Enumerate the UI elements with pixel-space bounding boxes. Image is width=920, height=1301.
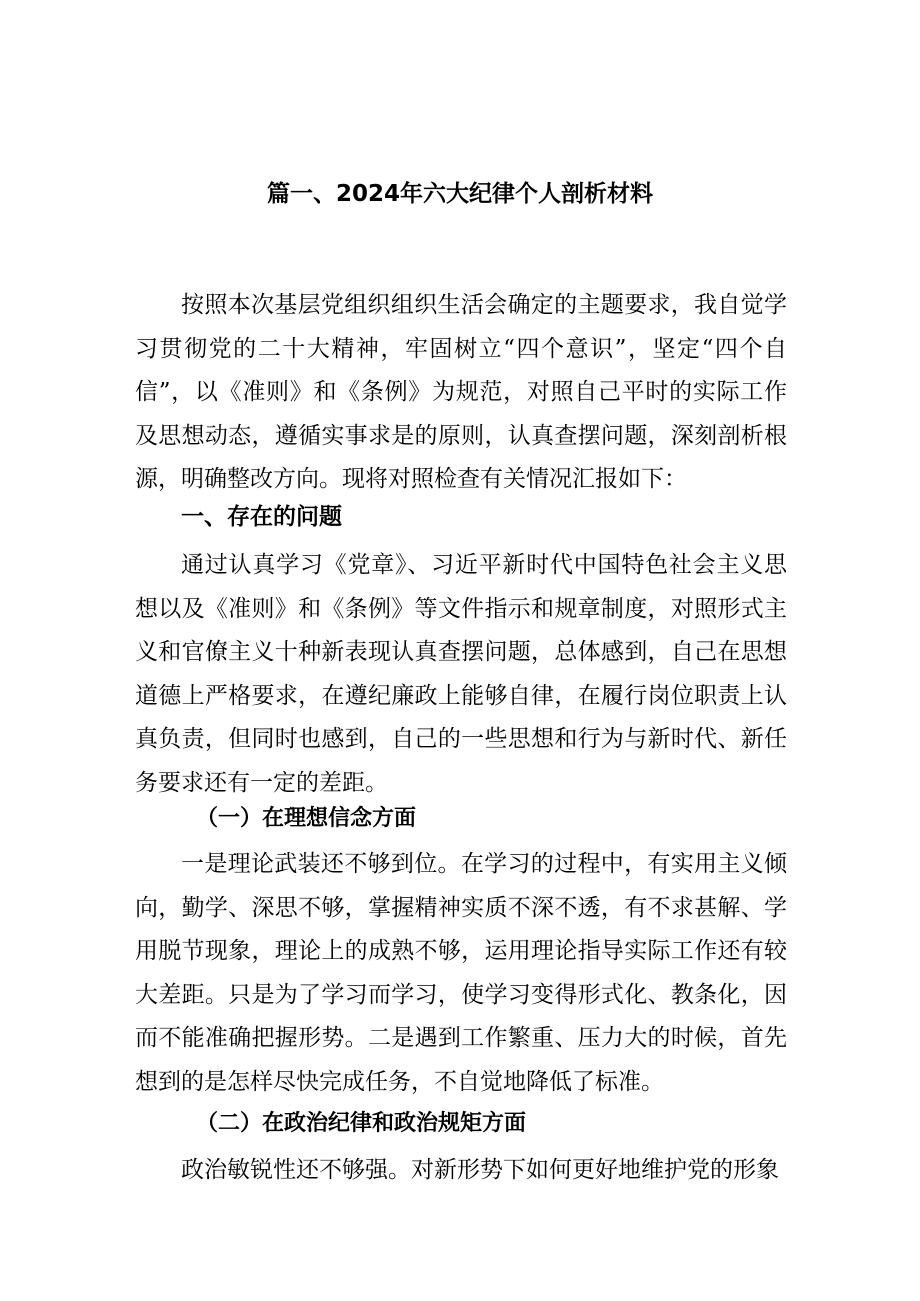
section-heading-problems: 一、存在的问题 — [181, 504, 342, 530]
subsection-paragraph-ideals: 一是理论武装还不够到位。在学习的过程中，有实用主义倾向，勤学、深思不够，掌握精神实质不深不透，有不求甚解、学用脱节现象，理论上的成熟不够，运用理论指导实际工作还有较大差距。只是为了学习而学习，使学习变得形式化、教条化，因而不能准确把握形势。二是遇到工作繁重、压力大的时候，首先想到的是怎样尽快完成任务，不自觉地降低了标准。 — [135, 851, 787, 1095]
subsection-heading-political-discipline: （二）在政治纪律和政治规矩方面 — [196, 1110, 527, 1136]
subsection-heading-ideals: （一）在理想信念方面 — [196, 805, 417, 831]
section-paragraph: 通过认真学习《党章》、习近平新时代中国特色社会主义思想以及《准则》和《条例》等文件指示和规章制度，对照形式主义和官僚主义十种新表现认真查摆问题，总体感到，自己在思想道德上严格要求，在遵纪廉政上能够自律，在履行岗位职责上认真负责，但同时也感到，自己的一些思想和行为与新时代、新任务要求还有一定的差距。 — [135, 552, 787, 796]
subsection-paragraph-political-discipline: 政治敏锐性还不够强。对新形势下如何更好地维护党的形象 — [181, 1157, 779, 1183]
document-title: 篇一、2024年六大纪律个人剖析材料 — [266, 181, 653, 207]
intro-paragraph: 按照本次基层党组织组织生活会确定的主题要求，我自觉学习贯彻党的二十大精神，牢固树立“四个意识”，坚定“四个自信”，以《准则》和《条例》为规范，对照自己平时的实际工作及思想动态，遵循实事求是的原则，认真查摆问题，深刻剖析根源，明确整改方向。现将对照检查有关情况汇报如下： — [135, 292, 787, 492]
